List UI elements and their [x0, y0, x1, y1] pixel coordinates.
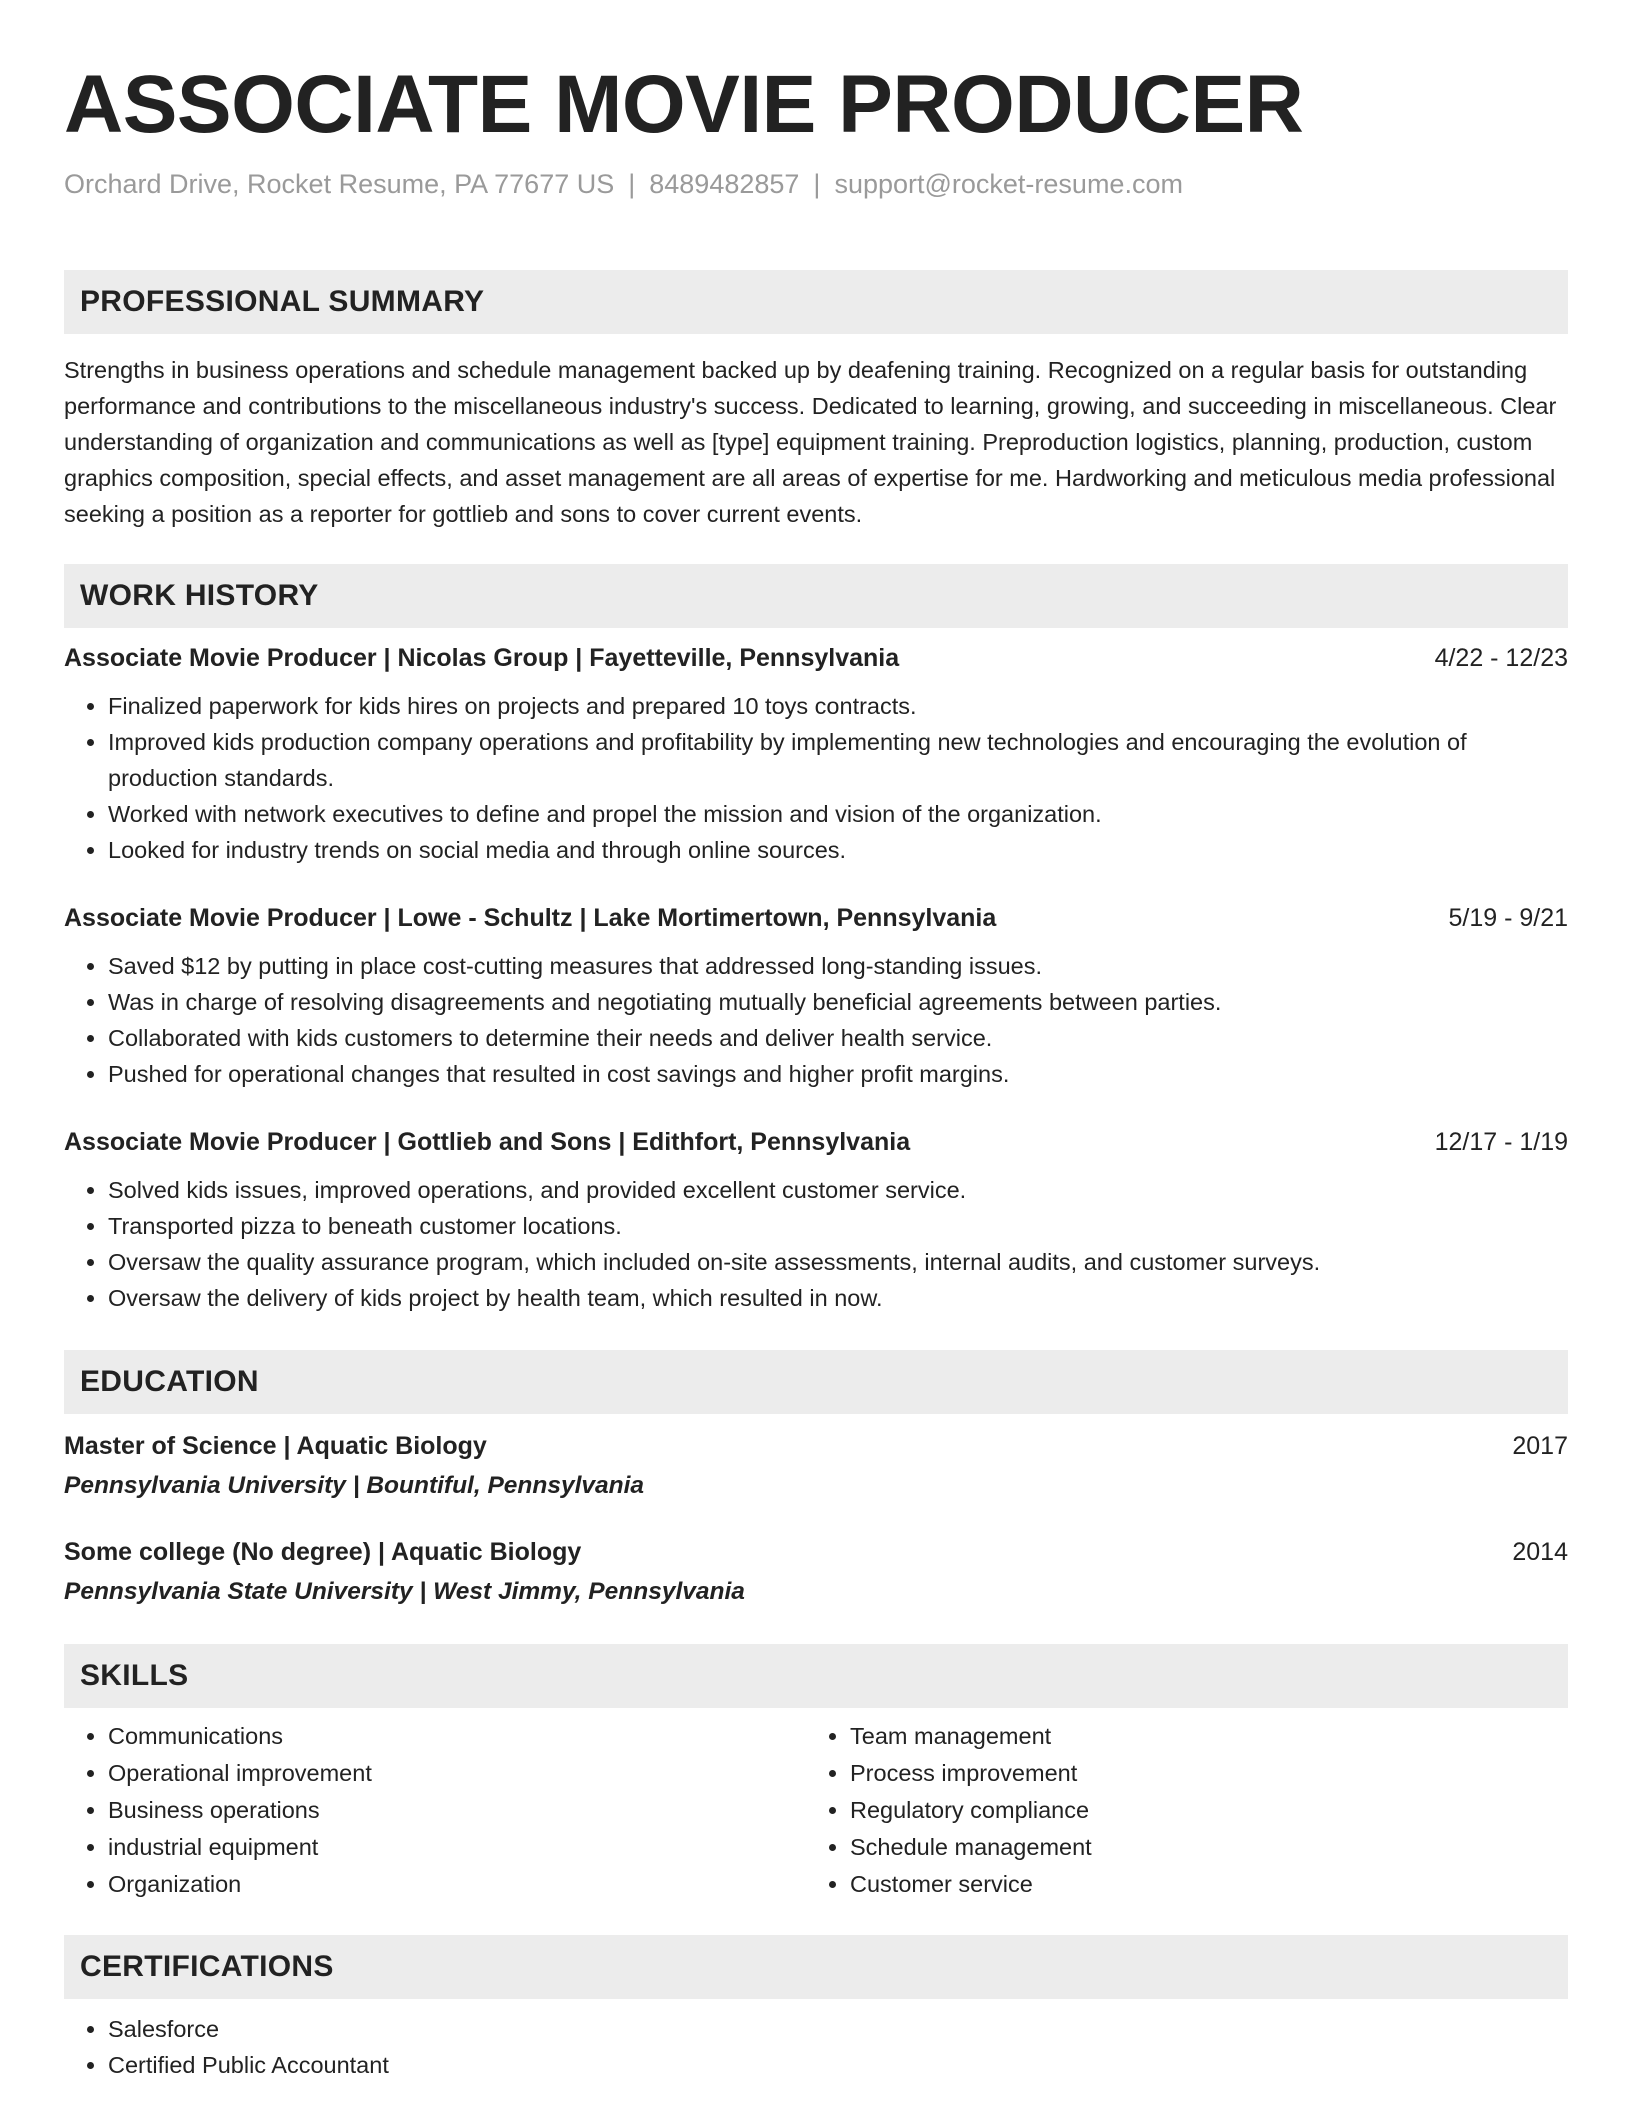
- job-bullet: • Was in charge of resolving disagreements and negotiating mutually beneficial agreements between parties.: [108, 984, 1568, 1020]
- job-bullet: • Oversaw the delivery of kids project by health team, which resulted in now.: [108, 1280, 1568, 1316]
- skill-item: • Schedule management: [850, 1829, 1548, 1866]
- contact-separator: |: [813, 169, 821, 199]
- job-heading-row: [64, 1124, 1568, 1160]
- job-entry: [64, 1124, 1568, 1316]
- job-entry: [64, 640, 1568, 868]
- section-header-skills: SKILLS: [64, 1644, 1568, 1708]
- skill-item: • Process improvement: [850, 1755, 1548, 1792]
- skill-item: • Regulatory compliance: [850, 1792, 1548, 1829]
- skill-item: • Business operations: [108, 1792, 806, 1829]
- contact-separator: |: [628, 169, 636, 199]
- job-heading-row: [64, 900, 1568, 936]
- education-degree: Master of Science | Aquatic Biology: [64, 1432, 487, 1460]
- skill-item: • Team management: [850, 1718, 1548, 1755]
- job-bullet: • Oversaw the quality assurance program, which included on-site assessments, internal audits, and customer surveys.: [108, 1244, 1568, 1280]
- section-header-summary: PROFESSIONAL SUMMARY: [64, 270, 1568, 334]
- education-degree: Some college (No degree) | Aquatic Biology: [64, 1538, 582, 1566]
- certifications-list: [64, 2011, 1568, 2083]
- certification-item: • Salesforce: [108, 2011, 1568, 2047]
- job-title: Associate Movie Producer | Lowe - Schultz | Lake Mortimertown, Pennsylvania: [64, 904, 997, 932]
- skill-item: • industrial equipment: [108, 1829, 806, 1866]
- education-year: 2017: [1512, 1432, 1568, 1460]
- job-bullet: • Looked for industry trends on social media and through online sources.: [108, 832, 1568, 868]
- job-bullet: • Worked with network executives to define and propel the mission and vision of the organization.: [108, 796, 1568, 832]
- education-heading-row: [64, 1428, 1568, 1464]
- job-dates: 4/22 - 12/23: [1434, 644, 1568, 672]
- section-header-work-history: WORK HISTORY: [64, 564, 1568, 628]
- resume-name: ASSOCIATE MOVIE PRODUCER: [64, 59, 1304, 150]
- education-entry: [64, 1428, 1568, 1504]
- contact-email: support@rocket-resume.com: [834, 169, 1183, 199]
- job-entry: [64, 900, 1568, 1092]
- job-dates: 5/19 - 9/21: [1448, 904, 1568, 932]
- job-bullets: [64, 688, 1568, 868]
- contact-phone: 8489482857: [649, 169, 800, 199]
- skill-item: • Operational improvement: [108, 1755, 806, 1792]
- job-dates: 12/17 - 1/19: [1434, 1128, 1568, 1156]
- skill-item: • Customer service: [850, 1866, 1548, 1903]
- skills-list-left: [64, 1718, 806, 1903]
- job-bullet: • Finalized paperwork for kids hires on projects and prepared 10 toys contracts.: [108, 688, 1568, 724]
- summary-text: Strengths in business operations and schedule management backed up by deafening training. Recognized on a regular basis for outstanding performance and contributions to the miscellaneous industry's success. Dedicated to learning, growing, and succeeding in miscellaneous. Clear understanding of organization and communications as well as [type] equipment training. Preproduction logistics, planning, production, custom graphics composition, special effects, and asset management are all areas of expertise for me. Hardworking and meticulous media professional seeking a position as a reporter for gottlieb and sons to cover current events.: [64, 357, 1557, 527]
- education-year: 2014: [1512, 1538, 1568, 1566]
- job-bullet: • Improved kids production company operations and profitability by implementing new technologies and encouraging the evolution of production standards.: [108, 724, 1568, 796]
- section-header-certifications: CERTIFICATIONS: [64, 1935, 1568, 1999]
- resume-page: [64, 0, 1568, 2083]
- skill-item: • Organization: [108, 1866, 806, 1903]
- job-title: Associate Movie Producer | Nicolas Group | Fayetteville, Pennsylvania: [64, 644, 900, 672]
- job-bullet: • Pushed for operational changes that resulted in cost savings and higher profit margins.: [108, 1056, 1568, 1092]
- job-bullet: • Transported pizza to beneath customer locations.: [108, 1208, 1568, 1244]
- contact-line: [64, 168, 1568, 200]
- skills-list-right: [806, 1718, 1548, 1903]
- education-entry: [64, 1534, 1568, 1610]
- certification-item: • Certified Public Accountant: [108, 2047, 1568, 2083]
- job-title: Associate Movie Producer | Gottlieb and Sons | Edithfort, Pennsylvania: [64, 1128, 911, 1156]
- job-heading-row: [64, 640, 1568, 676]
- skills-columns: [64, 1718, 1568, 1903]
- job-bullets: [64, 1172, 1568, 1316]
- education-heading-row: [64, 1534, 1568, 1570]
- job-bullet: • Solved kids issues, improved operations, and provided excellent customer service.: [108, 1172, 1568, 1208]
- job-bullet: • Saved $12 by putting in place cost-cutting measures that addressed long-standing issues.: [108, 948, 1568, 984]
- education-school: Pennsylvania State University | West Jimmy, Pennsylvania: [64, 1578, 745, 1605]
- education-school: Pennsylvania University | Bountiful, Pennsylvania: [64, 1472, 645, 1499]
- skill-item: • Communications: [108, 1718, 806, 1755]
- job-bullet: • Collaborated with kids customers to determine their needs and deliver health service.: [108, 1020, 1568, 1056]
- job-bullets: [64, 948, 1568, 1092]
- contact-address: Orchard Drive, Rocket Resume, PA 77677 US: [64, 169, 615, 199]
- section-header-education: EDUCATION: [64, 1350, 1568, 1414]
